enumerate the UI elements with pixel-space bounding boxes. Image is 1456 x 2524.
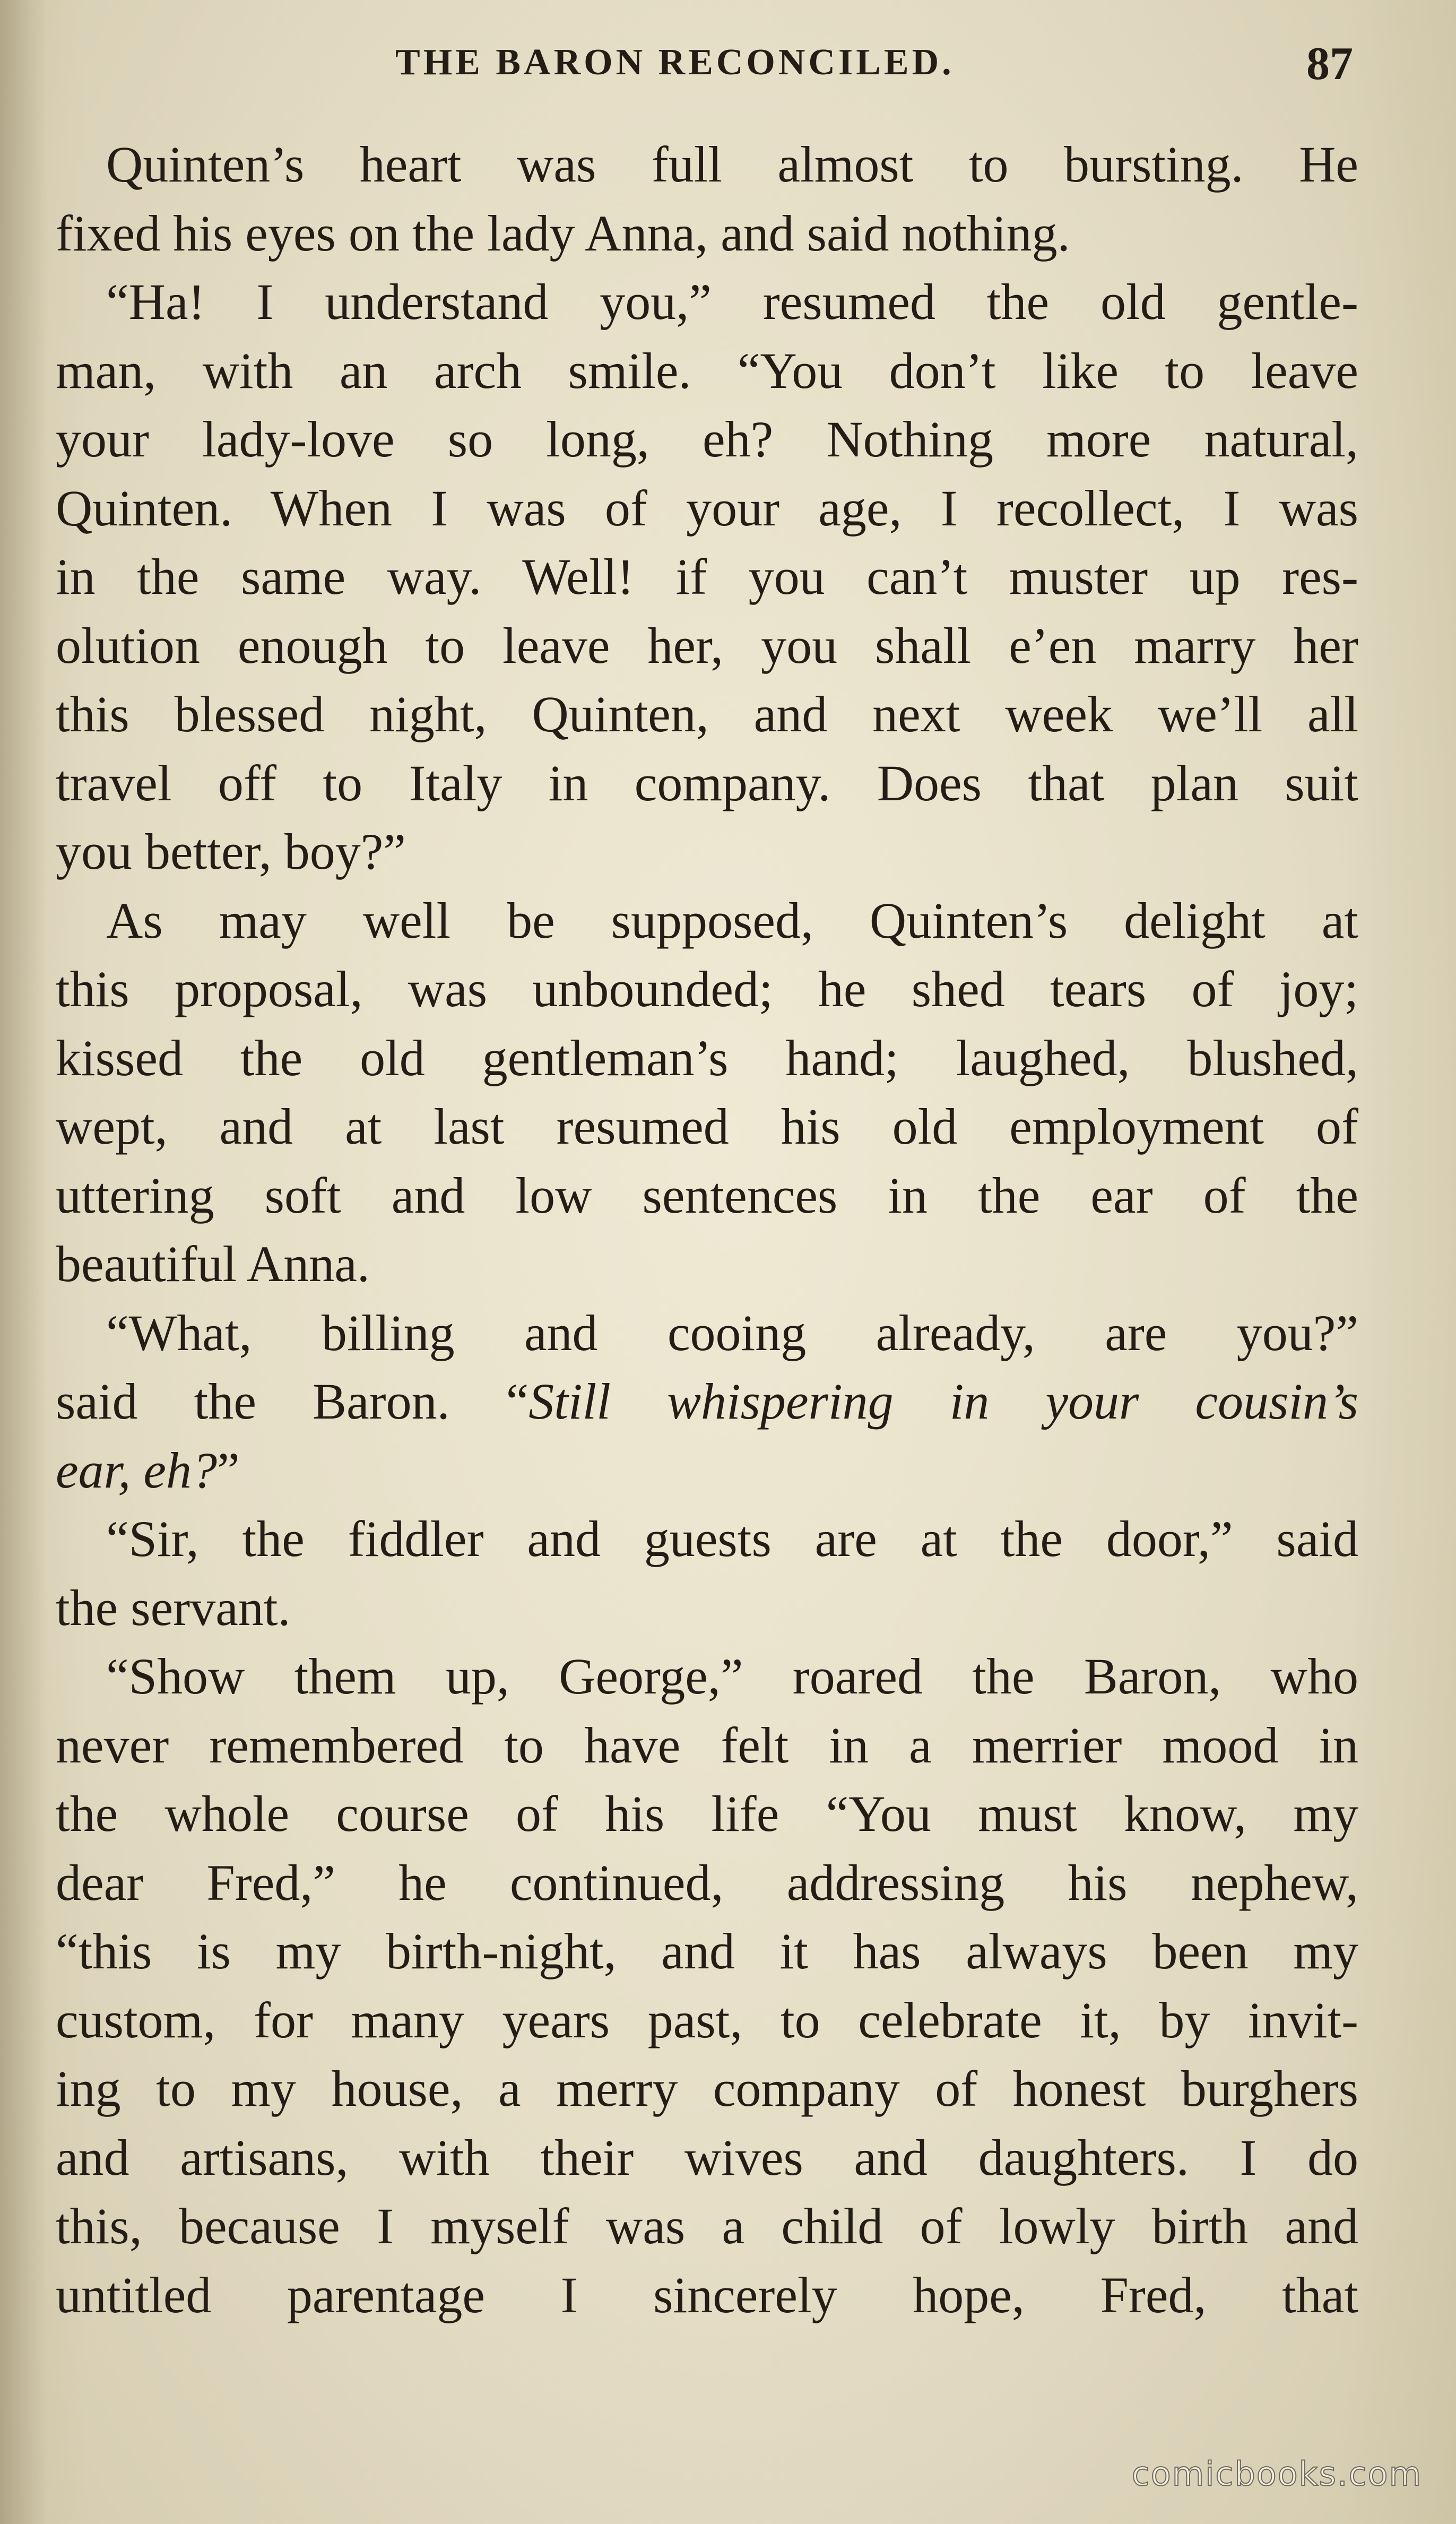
- paragraph-6: [56, 1642, 1358, 2329]
- text-line: your lady-love so long, eh? Nothing more natural,: [56, 411, 1358, 468]
- paragraph-2: [56, 267, 1358, 886]
- text-line: beautiful Anna.: [56, 1235, 370, 1292]
- running-title: THE BARON RECONCILED.: [395, 42, 955, 83]
- text-line: uttering soft and low sentences in the ear of the: [56, 1166, 1358, 1224]
- page-number: 87: [1306, 38, 1353, 90]
- text-line: custom, for many years past, to celebrate it, by invit-: [56, 1991, 1358, 2048]
- text-line: travel off to Italy in company. Does that plan suit: [56, 754, 1358, 811]
- text-line: the whole course of his life “You must know, my: [56, 1785, 1358, 1842]
- text-line: the servant.: [56, 1579, 291, 1636]
- site-watermark: comicbooks.com: [1131, 2454, 1422, 2493]
- text-line: man, with an arch smile. “You don’t like to leave: [56, 342, 1358, 399]
- text-line: ing to my house, a merry company of honest burghers: [56, 2060, 1358, 2117]
- text-line: olution enough to leave her, you shall e’en marry her: [56, 617, 1358, 674]
- paragraph-1: [56, 130, 1358, 267]
- text-line: said the Baron. “Still whispering in your cousin’s: [56, 1373, 1359, 1430]
- text-line: never remembered to have felt in a merrier mood in: [56, 1716, 1358, 1774]
- text-body: [56, 130, 1358, 2329]
- text-line: and artisans, with their wives and daughters. I do: [56, 2129, 1358, 2186]
- paragraph-3: [56, 886, 1358, 1299]
- text-line: “this is my birth-night, and it has always been my: [56, 1923, 1358, 1980]
- text-line: “Show them up, George,” roared the Baron, who: [106, 1648, 1358, 1705]
- text-line: in the same way. Well! if you can’t muster up res-: [56, 548, 1358, 605]
- text-line: fixed his eyes on the lady Anna, and said nothing.: [56, 204, 1070, 262]
- italic-quote: ear, eh?: [56, 1441, 217, 1499]
- text-line: ear, eh?”: [56, 1441, 240, 1499]
- text-line: Quinten’s heart was full almost to bursting. He: [106, 136, 1358, 193]
- text-line: “Ha! I understand you,” resumed the old gentle-: [106, 273, 1358, 330]
- text-line: “What, billing and cooing already, are you?”: [106, 1304, 1358, 1361]
- text-line: you better, boy?”: [56, 823, 406, 880]
- text-line: Quinten. When I was of your age, I recollect, I was: [56, 479, 1358, 537]
- text-line: As may well be supposed, Quinten’s delight at: [106, 892, 1358, 949]
- text-line: this, because I myself was a child of lowly birth and: [56, 2198, 1358, 2254]
- text-line: dear Fred,” he continued, addressing his nephew,: [56, 1854, 1358, 1911]
- italic-quote: Still whispering in your cousin’s: [528, 1373, 1359, 1430]
- text-line: this blessed night, Quinten, and next week we’ll all: [56, 686, 1358, 742]
- text-line: untitled parentage I sincerely hope, Fred, that: [56, 2266, 1358, 2323]
- running-head: [0, 37, 1456, 96]
- text-line: wept, and at last resumed his old employment of: [56, 1098, 1358, 1155]
- paragraph-4: [56, 1299, 1358, 1505]
- text-line: kissed the old gentleman’s hand; laughed, blushed,: [56, 1029, 1358, 1086]
- text-line: “Sir, the fiddler and guests are at the door,” said: [106, 1510, 1358, 1567]
- text-line: this proposal, was unbounded; he shed tears of joy;: [56, 961, 1358, 1017]
- paragraph-5: [56, 1505, 1358, 1642]
